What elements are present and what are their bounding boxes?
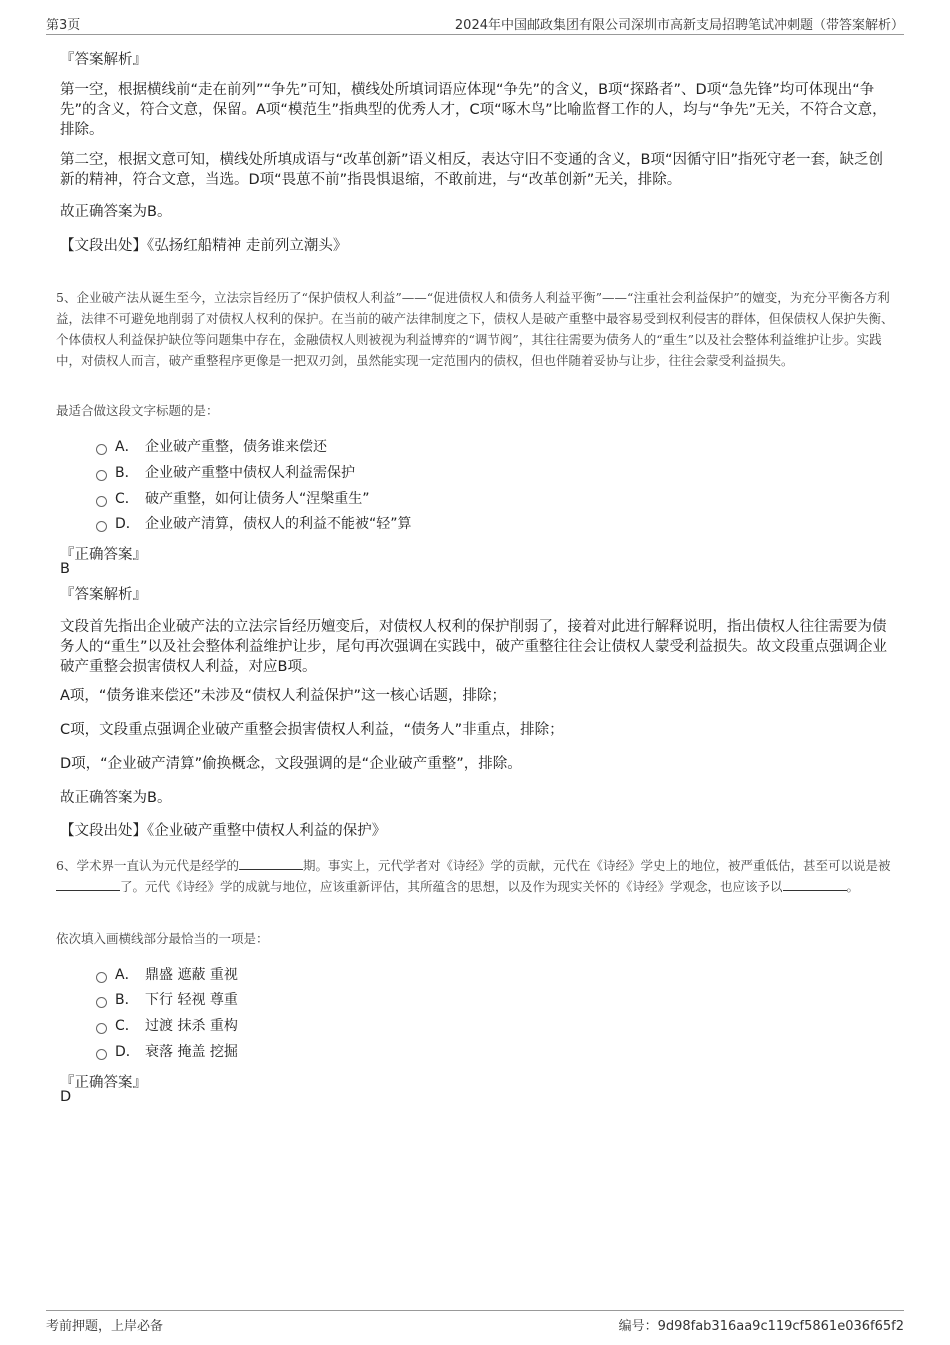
radio-icon[interactable] <box>96 521 107 532</box>
q5-option-b[interactable]: B． 企业破产重整中债权人利益需保护 <box>96 463 355 483</box>
blank-2 <box>56 890 120 891</box>
q5-option-a[interactable]: A． 企业破产重整，债务谁来偿还 <box>96 437 327 457</box>
radio-icon[interactable] <box>96 496 107 507</box>
q5-option-c[interactable]: C． 破产重整，如何让债务人“涅槃重生” <box>96 489 370 509</box>
q6-option-c[interactable]: C． 过渡 抹杀 重构 <box>96 1016 238 1036</box>
radio-icon[interactable] <box>96 444 107 455</box>
q4-analysis-para1: 第一空，根据横线前“走在前列”“争先”可知，横线处所填词语应体现“争先”的含义，B项“探路者”、D项“急先锋”均可体现出“争先”的含义，符合文意，保留。A项“模范生”指典型的优秀人才，C项“啄木鸟”比喻监督工作的人，均与“争先”无关，不符合文意，排除。 <box>60 82 887 138</box>
q6-option-b[interactable]: B． 下行 轻视 尊重 <box>96 990 238 1010</box>
q4-conclusion: 故正确答案为B。 <box>60 204 172 220</box>
q5-analysis-label: 『答案解析』 <box>60 587 147 603</box>
footer-slogan: 考前押题，上岸必备 <box>46 1319 164 1334</box>
q6-question-text: 6、学术界一直认为元代是经学的 期。事实上，元代学者对《诗经》学的贡献，元代在《诗经》学史上的地位，被严重低估，甚至可以说是被了。元代《诗经》学的成就与地位，应该重新评估，其所蕴含的思想，以及作为现实关怀的《诗经》学观念，也应该予以 。 <box>56 858 891 894</box>
q5-analysis-a: A项，“债务谁来偿还”未涉及“债权人利益保护”这一核心话题，排除； <box>60 688 506 704</box>
q4-source: 【文段出处】《弘扬红船精神 走前列立潮头》 <box>60 238 348 254</box>
blank-1 <box>239 869 303 870</box>
page-footer <box>46 1310 904 1337</box>
q5-analysis-d: D项，“企业破产清算”偷换概念，文段强调的是“企业破产重整”，排除。 <box>60 756 522 772</box>
q6-correct-answer: D <box>60 1089 72 1105</box>
radio-icon[interactable] <box>96 972 107 983</box>
q5-analysis-c: C项，文段重点强调企业破产重整会损害债权人利益，“债务人”非重点，排除； <box>60 722 564 738</box>
q6-option-d[interactable]: D． 衰落 掩盖 挖掘 <box>96 1042 238 1062</box>
radio-icon[interactable] <box>96 997 107 1008</box>
q6-correct-label: 『正确答案』 <box>60 1075 147 1091</box>
q5-source: 【文段出处】《企业破产重整中债权人利益的保护》 <box>60 823 387 839</box>
document-title: 2024年中国邮政集团有限公司深圳市高新支局招聘笔试冲刺题（带答案解析） <box>454 18 904 33</box>
page-number: 第3页 <box>46 18 81 33</box>
q5-analysis-main: 文段首先指出企业破产法的立法宗旨经历嬗变后，对债权人权利的保护削弱了，接着对此进行解释说明，指出债权人往往需要为债务人的“重生”以及社会整体利益维护让步，尾句再次强调在实践中，破产重整往往会让债权人蒙受利益损失。故文段重点强调企业破产重整会损害债权人利益，对应B项。 <box>60 619 888 675</box>
q6-prompt: 依次填入画横线部分最恰当的一项是： <box>56 931 269 946</box>
q4-analysis-label: 『答案解析』 <box>60 52 147 68</box>
radio-icon[interactable] <box>96 470 107 481</box>
footer-code: 编号：9d98fab316aa9c119cf5861e036f65f2 <box>618 1319 904 1334</box>
q5-prompt: 最适合做这段文字标题的是： <box>56 403 219 418</box>
page-header <box>46 14 904 35</box>
q5-correct-label: 『正确答案』 <box>60 547 147 563</box>
q5-question-text: 5、企业破产法从诞生至今，立法宗旨经历了“保护债权人利益”——“促进债权人和债务人利益平衡”——“注重社会利益保护”的嬗变，为充分平衡各方利益，法律不可避免地削弱了对债权人权利的保护。在当前的破产法律制度之下，债权人是破产重整中最容易受到权利侵害的群体，但保债权人保护失衡、个体债权人利益保护缺位等问题集中存在，金融债权人则被视为利益博弈的“调节阀”，其往往需要为债务人的“重生”以及社会整体利益维护让步。实践中，对债权人而言，破产重整程序更像是一把双刃剑，虽然能实现一定范围内的债权，但也伴随着妥协与让步，往往会蒙受利益损失。 <box>56 290 894 368</box>
blank-3 <box>783 890 847 891</box>
q5-correct-answer: B <box>60 561 70 577</box>
q5-option-d[interactable]: D． 企业破产清算，债权人的利益不能被“轻”算 <box>96 514 412 534</box>
radio-icon[interactable] <box>96 1049 107 1060</box>
q4-analysis-para2: 第二空，根据文意可知，横线处所填成语与“改革创新”语义相反，表达守旧不变通的含义，B项“因循守旧”指死守老一套，缺乏创新的精神，符合文意，当选。D项“畏葸不前”指畏惧退缩，不敢前进，与“改革创新”无关，排除。 <box>60 152 883 188</box>
q6-option-a[interactable]: A． 鼎盛 遮蔽 重视 <box>96 965 238 985</box>
q5-conclusion: 故正确答案为B。 <box>60 790 172 806</box>
radio-icon[interactable] <box>96 1023 107 1034</box>
